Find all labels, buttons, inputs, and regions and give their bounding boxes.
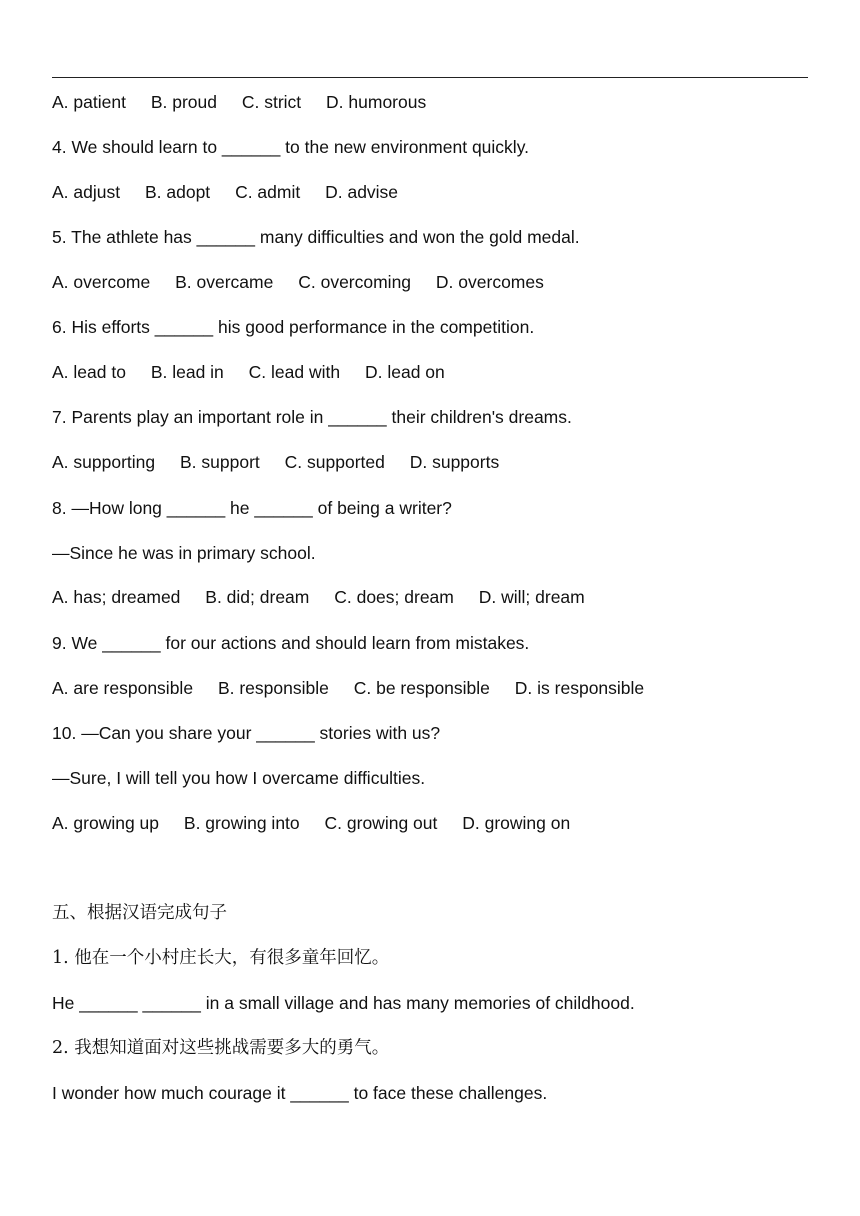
q6-option-c[interactable]: C. lead with — [248, 362, 341, 382]
q3-option-a[interactable]: A. patient — [52, 92, 126, 112]
q6-option-d[interactable]: D. lead on — [364, 362, 445, 382]
q9-option-a[interactable]: A. are responsible — [52, 678, 194, 698]
q9-option-c[interactable]: C. be responsible — [353, 678, 490, 698]
q8-option-a[interactable]: A. has; dreamed — [52, 587, 181, 607]
section-5-item-1-chinese: 1. 他在一个小村庄长大，有很多童年回忆。 — [52, 948, 390, 968]
q7-option-c[interactable]: C. supported — [284, 452, 385, 472]
q7-options — [52, 451, 499, 473]
q4-stem: 4. We should learn to ______ to the new environment quickly. — [52, 137, 530, 157]
q7-option-a[interactable]: A. supporting — [52, 452, 156, 472]
q10-stem: 10. —Can you share your ______ stories with us? — [52, 723, 441, 743]
q3-option-b[interactable]: B. proud — [150, 92, 217, 112]
q4-option-b[interactable]: B. adopt — [144, 182, 211, 202]
q5-option-c[interactable]: C. overcoming — [298, 272, 412, 292]
q8-option-b[interactable]: B. did; dream — [205, 587, 310, 607]
q9-option-d[interactable]: D. is responsible — [514, 678, 645, 698]
q3-option-d[interactable]: D. humorous — [326, 92, 427, 112]
q4-option-c[interactable]: C. admit — [235, 182, 301, 202]
q6-option-a[interactable]: A. lead to — [52, 362, 126, 382]
q7-stem: 7. Parents play an important role in ______ their children's dreams. — [52, 407, 572, 427]
q9-option-b[interactable]: B. responsible — [217, 678, 329, 698]
q4-option-d[interactable]: D. advise — [325, 182, 399, 202]
q9-options — [52, 677, 644, 699]
q8-reply: —Since he was in primary school. — [52, 543, 316, 563]
q10-option-b[interactable]: B. growing into — [183, 813, 300, 833]
q4-options — [52, 181, 398, 203]
q7-option-b[interactable]: B. support — [180, 452, 260, 472]
header-rule — [52, 77, 808, 78]
q4-option-a[interactable]: A. adjust — [52, 182, 121, 202]
q3-option-c[interactable]: C. strict — [241, 92, 302, 112]
section-5-item-2-chinese: 2. 我想知道面对这些挑战需要多大的勇气。 — [52, 1038, 390, 1058]
section-5-item-1-english: He ______ ______ in a small village and has many memories of childhood. — [52, 993, 635, 1013]
q6-options — [52, 361, 445, 383]
q9-stem: 9. We ______ for our actions and should learn from mistakes. — [52, 633, 530, 653]
q8-stem: 8. —How long ______ he ______ of being a writer? — [52, 498, 452, 518]
q5-option-d[interactable]: D. overcomes — [435, 272, 544, 292]
q10-option-a[interactable]: A. growing up — [52, 813, 160, 833]
q3-options — [52, 91, 426, 113]
q7-option-d[interactable]: D. supports — [409, 452, 500, 472]
q8-option-d[interactable]: D. will; dream — [478, 587, 585, 607]
q5-option-b[interactable]: B. overcame — [175, 272, 274, 292]
section-5-item-2-english: I wonder how much courage it ______ to face these challenges. — [52, 1083, 548, 1103]
q8-options — [52, 586, 585, 608]
q8-option-c[interactable]: C. does; dream — [334, 587, 454, 607]
q10-option-c[interactable]: C. growing out — [324, 813, 438, 833]
section-5-heading: 五、根据汉语完成句子 — [52, 903, 227, 923]
q6-stem: 6. His efforts ______ his good performance in the competition. — [52, 317, 535, 337]
q6-option-b[interactable]: B. lead in — [150, 362, 224, 382]
q5-option-a[interactable]: A. overcome — [52, 272, 151, 292]
q5-stem: 5. The athlete has ______ many difficulties and won the gold medal. — [52, 227, 580, 247]
q10-option-d[interactable]: D. growing on — [462, 813, 571, 833]
q5-options — [52, 271, 544, 293]
q10-reply: —Sure, I will tell you how I overcame difficulties. — [52, 768, 426, 788]
q10-options — [52, 812, 570, 834]
